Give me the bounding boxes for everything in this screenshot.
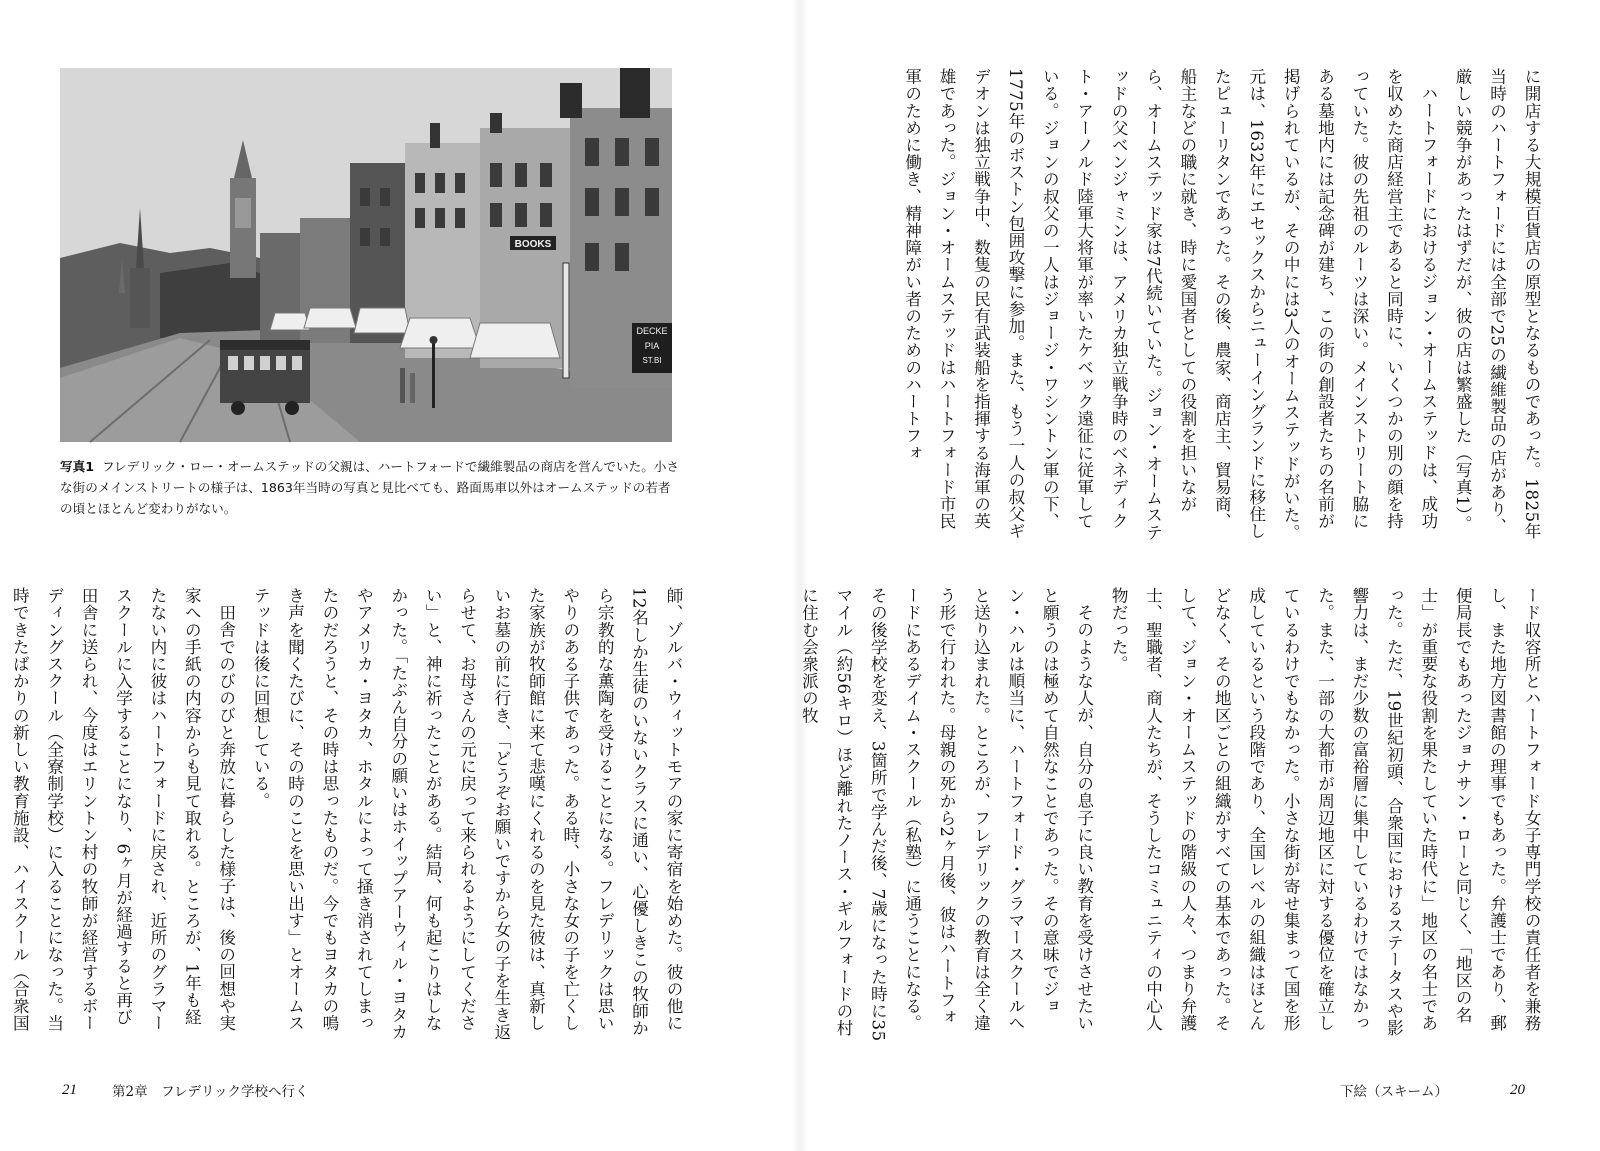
right-upper-paragraph-2: ハートフォードにおけるジョン・オームステッドは、成功を収めた商店経営主であると同時に、いくつかの別の顔を持っていた。彼の先祖のルーツは深い。メインストリート脇にある墓地内には記念碑が建ち、この街の創設者たちの名前が掲げられているが、その中には3人のオームステッドがいた。元は、1632年にエセックスからニューイングランドに移住したピューリタンであった。その後、農家、商店主、貿易商、船主などの職に就き、時に愛国者としての役割を担いながら、オームステッド家は7代続いていた。ジョン・オームステッドの父ベンジャミンは、アメリカ独立戦争時のベネディクト・アーノルド陸軍大将軍が率いたケベック遠征に従軍している。ジョンの叔父の一人はジョージ・ワシントン軍の下、1775年のボストン包囲攻撃に参加。また、もう一人の叔父ギデオンは独立戦争中、数隻の民有武装船を指揮する海軍の英雄であった。ジョン・オームステッドはハートフォード市民軍のために働き、精神障がい者のためのハートフォ	[902, 68, 1438, 541]
left-paragraph-1: 師、ゾルバ・ウィットモアの家に寄宿を始めた。彼の他に12名しか生徒のいないクラスに通い、心優しきこの牧師から宗教的な薫陶を受けることになる。フレデリックは思いやりのある子供であった。ある時、小さな女の子を亡くした家族が牧師館に来て悲嘆にくれるのを見た彼は、真新しいお墓の前に行き、「どうぞお願いですから女の子を生き返らせて、お母さんの元に戻って来られるようにしてください」と、神に祈ったことがある。結局、何も起こりはしなかった。「たぶん自分の願いはホイップアーウィル・ヨタカやアメリカ・ヨタカ、ホタルによって掻き消されてしまったのだろうと、その時は思ったものだ。今でもヨタカの鳴き声を聞くたびに、その時のことを思い出す」とオームステッドは後に回想している。	[251, 587, 683, 1041]
right-upper-paragraph-1: に開店する大規模百貨店の原型となるものであった。1825年当時のハートフォードには全部で25の繊維製品の店があり、厳しい競争があったはずだが、彼の店は繁盛した（写真1）。	[1453, 68, 1541, 540]
left-page-body	[10, 587, 690, 1042]
right-lower-paragraph-2: そのような人が、自分の息子に良い教育を受けさせたいと願うのは極めて自然なことであった。その意味でジョン・ハルは順当に、ハートフォード・グラマースクールへと送り込まれた。ところが、フレデリックの教育は全く違う形で行われた。母親の死から2ヶ月後、彼はハートフォードにあるデイム・スクール（私塾）に通うことになる。その後学校を変え、3箇所で学んだ後、7歳になった時に35マイル（約56キロ）ほど離れたノース・ギルフォードの村に住む会衆派の牧	[799, 587, 1094, 1042]
page-number-right: 20	[1510, 1082, 1525, 1098]
right-lower-paragraph-1: ード収容所とハートフォード女子専門学校の責任者を兼務し、また地方図書館の理事でもあった。弁護士であり、郵便局長でもあったジョナサン・ローと同じく、「地区の名士」が重要な役割を果たしていた時代に」地区の名士であった。ただ、19世紀初頭、合衆国におけるステータスや影響力は、まだ少数の富裕層に集中しているわけではなかった。また、一部の大都市が周辺地区に対する優位を確立しているわけでもなかった。小さな街が寄せ集まって国を形成しているという段階であり、全国レベルの組織はほとんどなく、その地区ごとの組織がすべての基本であった。そして、ジョン・オームステッドの階級の人々、つまり弁護士、聖職者、商人たちが、そうしたコミュニティの中心人物だった。	[1109, 587, 1541, 1037]
right-page-body-upper	[888, 68, 1548, 546]
left-paragraph-2: 田舎でのびのびと奔放に暮らした様子は、後の回想や実家への手紙の内容からも見て取れる。ところが、1年も経たない内に彼はハートフォードに戻され、近所のグラマースクールに入学することになり、6ヶ月が経過すると再び田舎に送られ、今度はエリントン村の牧師が経営するボーディングスクール（全寮制学校）に入ることになった。当時できたばかりの新しい教育施設、ハイスクール（合衆国	[10, 587, 236, 1032]
photo-sign-books: BOOKS	[514, 239, 552, 250]
running-head-right: 下絵（スキーム）	[1340, 1084, 1448, 1100]
photo-sign-pia: PIA	[644, 341, 660, 351]
street-photo	[60, 68, 672, 442]
photo-caption	[60, 456, 680, 519]
running-head-left: 第2章 フレデリック学校へ行く	[112, 1084, 309, 1100]
photo-caption-label: 写真1	[60, 459, 94, 474]
photo-sign-st: ST.BI	[642, 356, 662, 365]
page-number-left: 21	[62, 1082, 77, 1098]
photo-caption-text: フレデリック・ロー・オームステッドの父親は、ハートフォードで繊維製品の商店を営んでいた。小さな街のメインストリートの様子は、1863年当時の写真と見比べても、路面馬車以外はオームステッドの若者の頃とほとんど変わりがない。	[60, 459, 679, 516]
photo-sign-decke: DECKE	[636, 326, 668, 336]
right-page-body-lower	[799, 587, 1548, 1042]
